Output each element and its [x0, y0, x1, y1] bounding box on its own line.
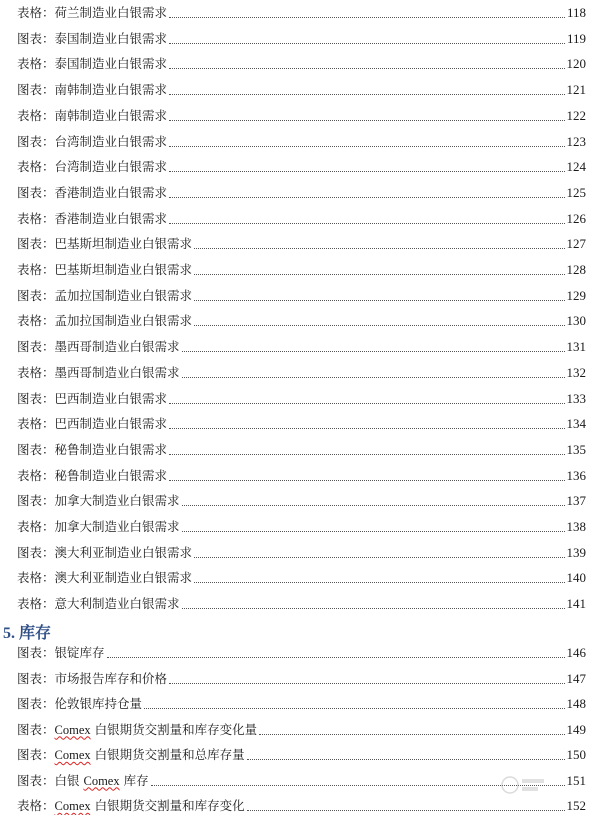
- toc-entry-title: 白银期货交割量和总库存量: [90, 747, 245, 762]
- toc-entry-label: [17, 263, 192, 277]
- dot-leader: [169, 17, 565, 18]
- toc-entry-title: 台湾制造业白银需求: [54, 133, 168, 149]
- toc-entry[interactable]: [17, 129, 586, 149]
- toc-entry-label: [17, 366, 180, 380]
- toc-entry-label: [17, 57, 167, 71]
- toc-entry[interactable]: [17, 77, 586, 97]
- toc-entry-label: [17, 109, 167, 123]
- toc-entry-label: [17, 417, 167, 431]
- toc-entry[interactable]: [17, 640, 586, 660]
- toc-entry-label: [17, 748, 245, 762]
- toc-entry-title: 市场报告库存和价格: [54, 670, 168, 686]
- toc-entry-page-number: 128: [566, 262, 586, 277]
- dot-leader: [169, 480, 564, 481]
- dot-leader: [169, 223, 564, 224]
- toc-entry-prefix: 表格：: [17, 416, 55, 432]
- toc-entry-prefix: 表格：: [17, 159, 55, 175]
- toc-entry[interactable]: [17, 154, 586, 174]
- toc-entry-prefix: 表格：: [17, 570, 55, 586]
- toc-entry-title: 孟加拉国制造业白银需求: [54, 287, 193, 303]
- dot-leader: [182, 505, 565, 506]
- toc-entry-title: 巴西制造业白银需求: [54, 390, 168, 406]
- section-heading: 5. 库存: [3, 625, 52, 642]
- toc-entry-prefix: 图表：: [17, 441, 55, 457]
- toc-entry[interactable]: [17, 180, 586, 200]
- toc-entry-label: [17, 289, 192, 303]
- toc-entry-title-latin: Comex: [54, 748, 91, 762]
- toc-entry-prefix: 图表：: [17, 236, 55, 252]
- dot-leader: [194, 582, 564, 583]
- toc-entry[interactable]: [17, 103, 586, 123]
- toc-entry-label: [17, 672, 167, 686]
- toc-entry-title-latin: Comex: [54, 799, 91, 813]
- toc-entry-prefix: 图表：: [17, 493, 55, 509]
- dot-leader: [169, 94, 564, 95]
- toc-entry-page-number: 138: [566, 519, 586, 534]
- dot-leader: [144, 708, 564, 709]
- toc-entry-prefix: 表格：: [17, 596, 55, 612]
- toc-entry-label: [17, 314, 192, 328]
- toc-entry-title: 澳大利亚制造业白银需求: [54, 570, 193, 586]
- toc-entry-prefix: 表格：: [17, 364, 55, 380]
- toc-entry-prefix: 图表：: [17, 133, 55, 149]
- toc-entry[interactable]: [17, 26, 586, 46]
- toc-entry-title: 香港制造业白银需求: [54, 184, 168, 200]
- toc-entry-label: [17, 571, 192, 585]
- toc-entry-page-number: 126: [566, 210, 586, 226]
- dot-leader: [169, 428, 564, 429]
- toc-entry-label: [17, 237, 192, 251]
- toc-entry-title: 南韩制造业白银需求: [54, 82, 168, 98]
- dot-leader: [169, 43, 565, 44]
- toc-entry-title: 墨西哥制造业白银需求: [54, 364, 180, 380]
- toc-entry[interactable]: [17, 308, 586, 328]
- toc-entry-prefix: 表格：: [17, 313, 55, 329]
- toc-entry-label: [17, 212, 167, 226]
- dot-leader: [194, 300, 564, 301]
- dot-leader: [182, 377, 565, 378]
- toc-entry-label: [17, 646, 105, 660]
- toc-entry-title: 巴西制造业白银需求: [54, 416, 168, 432]
- toc-entry[interactable]: [17, 437, 586, 457]
- toc-entry-label: [17, 520, 180, 534]
- toc-entry-title: 巴基斯坦制造业白银需求: [54, 236, 193, 252]
- toc-entry-title-pre: 白银: [54, 772, 84, 788]
- toc-entry-title: 荷兰制造业白银需求: [54, 5, 168, 20]
- toc-entry-page-number: 136: [566, 467, 586, 483]
- toc-entry[interactable]: [17, 666, 586, 686]
- toc-entry-page-number: 149: [566, 721, 586, 737]
- toc-entry-title: 伦敦银库持仓量: [54, 696, 143, 711]
- toc-entry-title: 加拿大制造业白银需求: [54, 519, 180, 534]
- toc-entry-title: 泰国制造业白银需求: [54, 30, 168, 46]
- toc-entry-title: 白银期货交割量和库存变化: [90, 798, 245, 813]
- toc-entry-prefix: 表格：: [17, 56, 55, 72]
- toc-entry-prefix: 图表：: [17, 82, 55, 98]
- toc-entry-title: 秘鲁制造业白银需求: [54, 467, 168, 483]
- toc-entry-label: [17, 469, 167, 483]
- toc-entry-prefix: 图表：: [17, 772, 55, 788]
- toc-entry-title: 秘鲁制造业白银需求: [54, 441, 168, 457]
- toc-entry-title: 孟加拉国制造业白银需求: [54, 313, 193, 329]
- dot-leader: [169, 454, 564, 455]
- toc-entry-prefix: 表格：: [17, 798, 55, 813]
- toc-entry-page-number: 135: [566, 441, 586, 457]
- toc-entry[interactable]: [17, 591, 586, 611]
- toc-entry-prefix: 表格：: [17, 519, 55, 534]
- dot-leader: [169, 197, 564, 198]
- dot-leader: [247, 759, 565, 760]
- toc-entry[interactable]: [17, 360, 586, 380]
- toc-entry-prefix: 图表：: [17, 339, 55, 355]
- toc-entry-prefix: 表格：: [17, 210, 55, 226]
- dot-leader: [194, 557, 564, 558]
- dot-leader: [169, 171, 564, 172]
- dot-leader: [194, 248, 564, 249]
- toc-entry-page-number: 123: [566, 133, 586, 149]
- toc-entry-title: 南韩制造业白银需求: [54, 107, 168, 123]
- toc-entry-page-number: 120: [566, 56, 586, 72]
- dot-leader: [194, 325, 564, 326]
- toc-entry-page-number: 121: [566, 82, 586, 98]
- dot-leader: [169, 683, 564, 684]
- watermark-logo: [500, 770, 548, 800]
- toc-entry[interactable]: [17, 206, 586, 226]
- toc-entry-page-number: 152: [566, 798, 586, 813]
- toc-entry-page-number: 140: [566, 570, 586, 586]
- toc-entry-page-number: 137: [566, 493, 586, 509]
- toc-entry-prefix: 图表：: [17, 184, 55, 200]
- dot-leader: [194, 274, 564, 275]
- toc-entry-label: [17, 494, 180, 508]
- toc-entry-label: [17, 697, 142, 711]
- dot-leader: [247, 810, 565, 811]
- toc-entry-page-number: 141: [566, 596, 586, 612]
- toc-entry-page-number: 119: [566, 30, 586, 46]
- toc-entry[interactable]: [17, 488, 586, 508]
- toc-entry[interactable]: [17, 463, 586, 483]
- toc-entry-label: [17, 186, 167, 200]
- toc-entry-page-number: 127: [566, 236, 586, 252]
- toc-entry-title: 巴基斯坦制造业白银需求: [54, 262, 193, 277]
- dot-leader: [182, 531, 565, 532]
- toc-entry[interactable]: [17, 283, 586, 303]
- toc-entry[interactable]: [17, 411, 586, 431]
- toc-entry-prefix: 图表：: [17, 287, 55, 303]
- toc-entry[interactable]: [17, 51, 586, 71]
- toc-entry-page-number: 130: [566, 313, 586, 329]
- toc-entry-page-number: 148: [566, 696, 586, 711]
- toc-entry-title: 墨西哥制造业白银需求: [54, 339, 180, 355]
- toc-entry-prefix: 图表：: [17, 30, 55, 46]
- toc-entry-page-number: 151: [566, 772, 586, 788]
- dot-leader: [169, 146, 564, 147]
- toc-entry-title: 台湾制造业白银需求: [54, 159, 168, 175]
- toc-entry-page-number: 134: [566, 416, 586, 432]
- dot-leader: [169, 403, 564, 404]
- toc-entry-prefix: 图表：: [17, 544, 55, 560]
- toc-entry-label: [17, 340, 180, 354]
- toc-entry-label: [17, 83, 167, 97]
- dot-leader: [182, 608, 565, 609]
- toc-entry-prefix: 图表：: [17, 721, 55, 737]
- toc-entry-title-latin: Comex: [83, 773, 120, 788]
- dot-leader: [259, 734, 564, 735]
- toc-entry-prefix: 图表：: [17, 670, 55, 686]
- toc-entry[interactable]: [17, 257, 586, 277]
- toc-entry-page-number: 146: [566, 645, 586, 660]
- toc-entry-label: [17, 160, 167, 174]
- toc-entry-label: [17, 799, 245, 813]
- toc-entry[interactable]: [17, 334, 586, 354]
- toc-entry[interactable]: [17, 514, 586, 534]
- toc-entry-label: [17, 392, 167, 406]
- toc-entry-prefix: 图表：: [17, 645, 55, 660]
- toc-entry[interactable]: [17, 565, 586, 585]
- toc-entry-title-latin: Comex: [54, 722, 91, 737]
- toc-entry-label: [17, 135, 167, 149]
- toc-entry[interactable]: [17, 742, 586, 762]
- toc-entry-label: [17, 546, 192, 560]
- toc-entry-page-number: 131: [566, 339, 586, 355]
- toc-entry-page-number: 150: [566, 747, 586, 762]
- toc-entry-page-number: 125: [566, 184, 586, 200]
- toc-entry-page-number: 147: [566, 670, 586, 686]
- toc-entry-prefix: 表格：: [17, 467, 55, 483]
- toc-entry-label: [17, 6, 167, 20]
- toc-entry-page-number: 122: [566, 107, 586, 123]
- toc-entry-title: 香港制造业白银需求: [54, 210, 168, 226]
- toc-entry-title: 意大利制造业白银需求: [54, 596, 180, 612]
- dot-leader: [107, 657, 565, 658]
- toc-entry-prefix: 表格：: [17, 262, 55, 277]
- toc-entry[interactable]: [17, 386, 586, 406]
- toc-entry[interactable]: [17, 540, 586, 560]
- toc-entry[interactable]: [17, 231, 586, 251]
- toc-entry-label: [17, 32, 167, 46]
- dot-leader: [169, 68, 564, 69]
- toc-entry-title: 库存: [119, 772, 149, 788]
- toc-entry-label: [17, 597, 180, 611]
- toc-entry-prefix: 图表：: [17, 390, 55, 406]
- toc-entry-prefix: 表格：: [17, 5, 55, 20]
- toc-entry-page-number: 132: [566, 364, 586, 380]
- toc-entry-prefix: 表格：: [17, 107, 55, 123]
- toc-entry-title: 泰国制造业白银需求: [54, 56, 168, 72]
- toc-entry-title: 白银期货交割量和库存变化量: [90, 721, 258, 737]
- toc-entry[interactable]: [17, 691, 586, 711]
- toc-entry-label: [17, 443, 167, 457]
- dot-leader: [182, 351, 565, 352]
- toc-entry-title: 加拿大制造业白银需求: [54, 493, 180, 509]
- toc-entry[interactable]: [17, 717, 586, 737]
- toc-entry-prefix: 图表：: [17, 747, 55, 762]
- toc-entry-prefix: 图表：: [17, 696, 55, 711]
- toc-entry[interactable]: [17, 0, 586, 20]
- dot-leader: [169, 120, 564, 121]
- toc-entry-page-number: 133: [566, 390, 586, 406]
- toc-entry-page-number: 129: [566, 287, 586, 303]
- toc-entry-page-number: 139: [566, 544, 586, 560]
- toc-entry-title: 澳大利亚制造业白银需求: [54, 544, 193, 560]
- toc-entry-page-number: 124: [566, 159, 586, 175]
- toc-entry-label: [17, 723, 257, 737]
- toc-entry-title: 银锭库存: [54, 645, 105, 660]
- toc-entry-page-number: 118: [566, 5, 586, 20]
- toc-entry-label: [17, 774, 149, 788]
